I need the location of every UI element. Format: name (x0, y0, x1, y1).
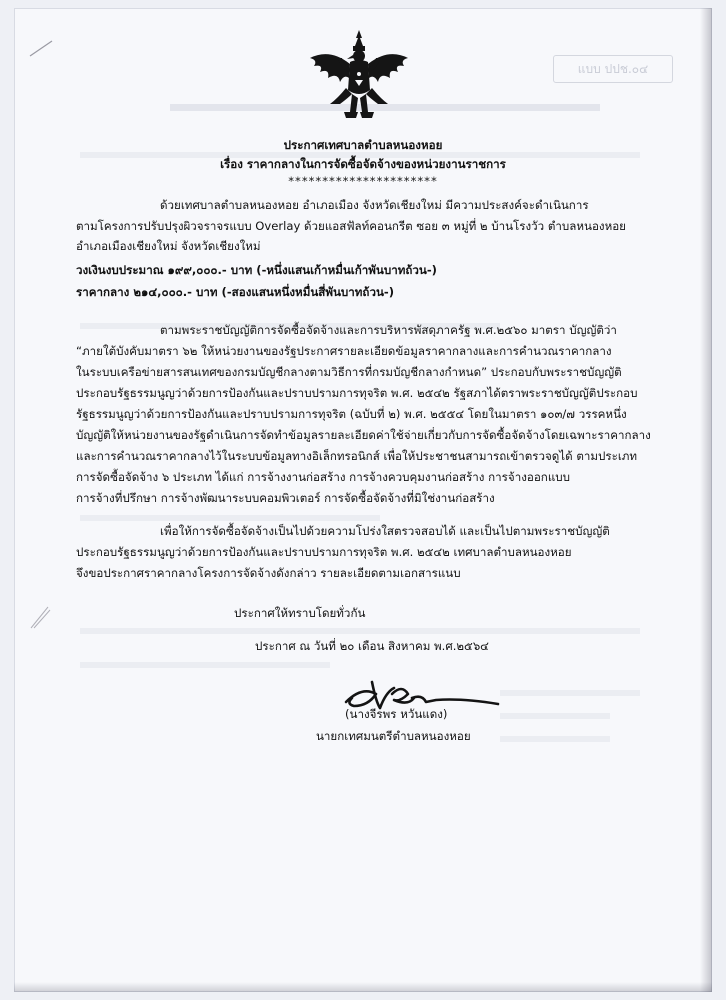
signatory-position: นายกเทศมนตรีตำบลหนองหอย (316, 729, 471, 743)
pencil-mark-icon (28, 604, 52, 630)
bleed-through-form-box: แบบ ปปช.๐๔ (553, 55, 673, 83)
intro-line: ด้วยเทศบาลตำบลหนองหอย อำเภอเมือง จังหวัดเชียงใหม่ มีความประสงค์จะดำเนินการ (160, 198, 589, 212)
budget-line: วงเงินงบประมาณ ๑๙๙,๐๐๐.- บาท (-หนึ่งแสนเก้าหมื่นเก้าพันบาทถ้วน-) (76, 263, 437, 277)
bleed-through-line (80, 662, 330, 676)
bleed-through-line (500, 690, 640, 704)
pencil-mark-icon (28, 38, 54, 58)
purpose-paragraph-line: เพื่อให้การจัดซื้อจัดจ้างเป็นไปด้วยความโปร่งใสตรวจสอบได้ และเป็นไปตามพระราชบัญญัติ (160, 524, 610, 538)
title-separator: ********************** (288, 174, 438, 188)
law-paragraph-line: บัญญัติให้หน่วยงานของรัฐดำเนินการจัดทำข้อมูลรายละเอียดค่าใช้จ่ายเกี่ยวกับการจัดซื้อจัดจ้างโดยเฉพาะราคากลาง (76, 428, 651, 442)
law-paragraph-line: รัฐธรรมนูญว่าด้วยการป้องกันและปราบปรามการทุจริต (ฉบับที่ ๒) พ.ศ. ๒๕๕๔ โดยในมาตรา ๑๐๓/๗ วรรคหนึ่ง (76, 407, 627, 421)
law-paragraph-line: ประกอบรัฐธรรมนูญว่าด้วยการป้องกันและปราบปรามการทุจริต พ.ศ. ๒๕๔๒ รัฐสภาได้ตราพระราชบัญญัติประกอบ (76, 386, 638, 400)
signatory-name: (นางจีรพร หวันแดง) (345, 707, 448, 721)
subject-line: เรื่อง ราคากลางในการจัดซื้อจัดจ้างของหน่วยงานราชการ (220, 157, 506, 171)
bleed-through-line (500, 736, 610, 750)
law-paragraph-line: ตามพระราชบัญญัติการจัดซื้อจัดจ้างและการบริหารพัสดุภาครัฐ พ.ศ.๒๕๖๐ มาตรา บัญญัติว่า (160, 323, 617, 337)
law-paragraph-line: และการคำนวณราคากลางไว้ในระบบข้อมูลทางอิเล็กทรอนิกส์ เพื่อให้ประชาชนสามารถเข้าตรวจดูได้ ตามประเภท (76, 449, 638, 463)
law-paragraph-line: ในระบบเครือข่ายสารสนเทศของกรมบัญชีกลางตามวิธีการที่กรมบัญชีกลางกำหนด” ประกอบกับพระราชบัญญัติ (76, 365, 622, 379)
median-price-line: ราคากลาง ๒๑๔,๐๐๐.- บาท (-สองแสนหนึ่งหมื่นสี่พันบาทถ้วน-) (76, 285, 394, 299)
page-bottom-shadow (14, 982, 712, 992)
garuda-emblem-icon (300, 28, 418, 124)
purpose-paragraph-line: จึงขอประกาศราคากลางโครงการจัดจ้างดังกล่าว รายละเอียดตามเอกสารแนบ (76, 566, 461, 580)
law-paragraph-line: “ภายใต้บังคับมาตรา ๖๒ ให้หน่วยงานของรัฐประกาศรายละเอียดข้อมูลราคากลางและการคำนวณราคากลาง (76, 344, 612, 358)
intro-line: ตามโครงการปรับปรุงผิวจราจรแบบ Overlay ด้วยแอสฟัลท์คอนกรีต ซอย ๓ หมู่ที่ ๒ บ้านโรงวัว ตำบลหนองหอย (76, 219, 626, 233)
intro-line: อำเภอเมืองเชียงใหม่ จังหวัดเชียงใหม่ (76, 239, 261, 253)
law-paragraph-line: การจ้างที่ปรึกษา การจ้างพัฒนาระบบคอมพิวเตอร์ การจัดซื้อจัดจ้างที่มิใช่งานก่อสร้าง (76, 491, 495, 505)
purpose-paragraph-line: ประกอบรัฐธรรมนูญว่าด้วยการป้องกันและปราบปรามการทุจริต พ.ศ. ๒๕๔๒ เทศบาลตำบลหนองหอย (76, 545, 572, 559)
announcement-title: ประกาศเทศบาลตำบลหนองหอย (283, 138, 443, 152)
law-paragraph-line: การจัดซื้อจัดจ้าง ๖ ประเภท ได้แก่ การจ้างงานก่อสร้าง การจ้างควบคุมงานก่อสร้าง การจ้างออกแบบ (76, 470, 571, 484)
announcement-date: ประกาศ ณ วันที่ ๒๐ เดือน สิงหาคม พ.ศ.๒๕๖๔ (255, 639, 489, 653)
bleed-through-line (500, 713, 610, 727)
announce-all-line: ประกาศให้ทราบโดยทั่วกัน (234, 606, 366, 620)
